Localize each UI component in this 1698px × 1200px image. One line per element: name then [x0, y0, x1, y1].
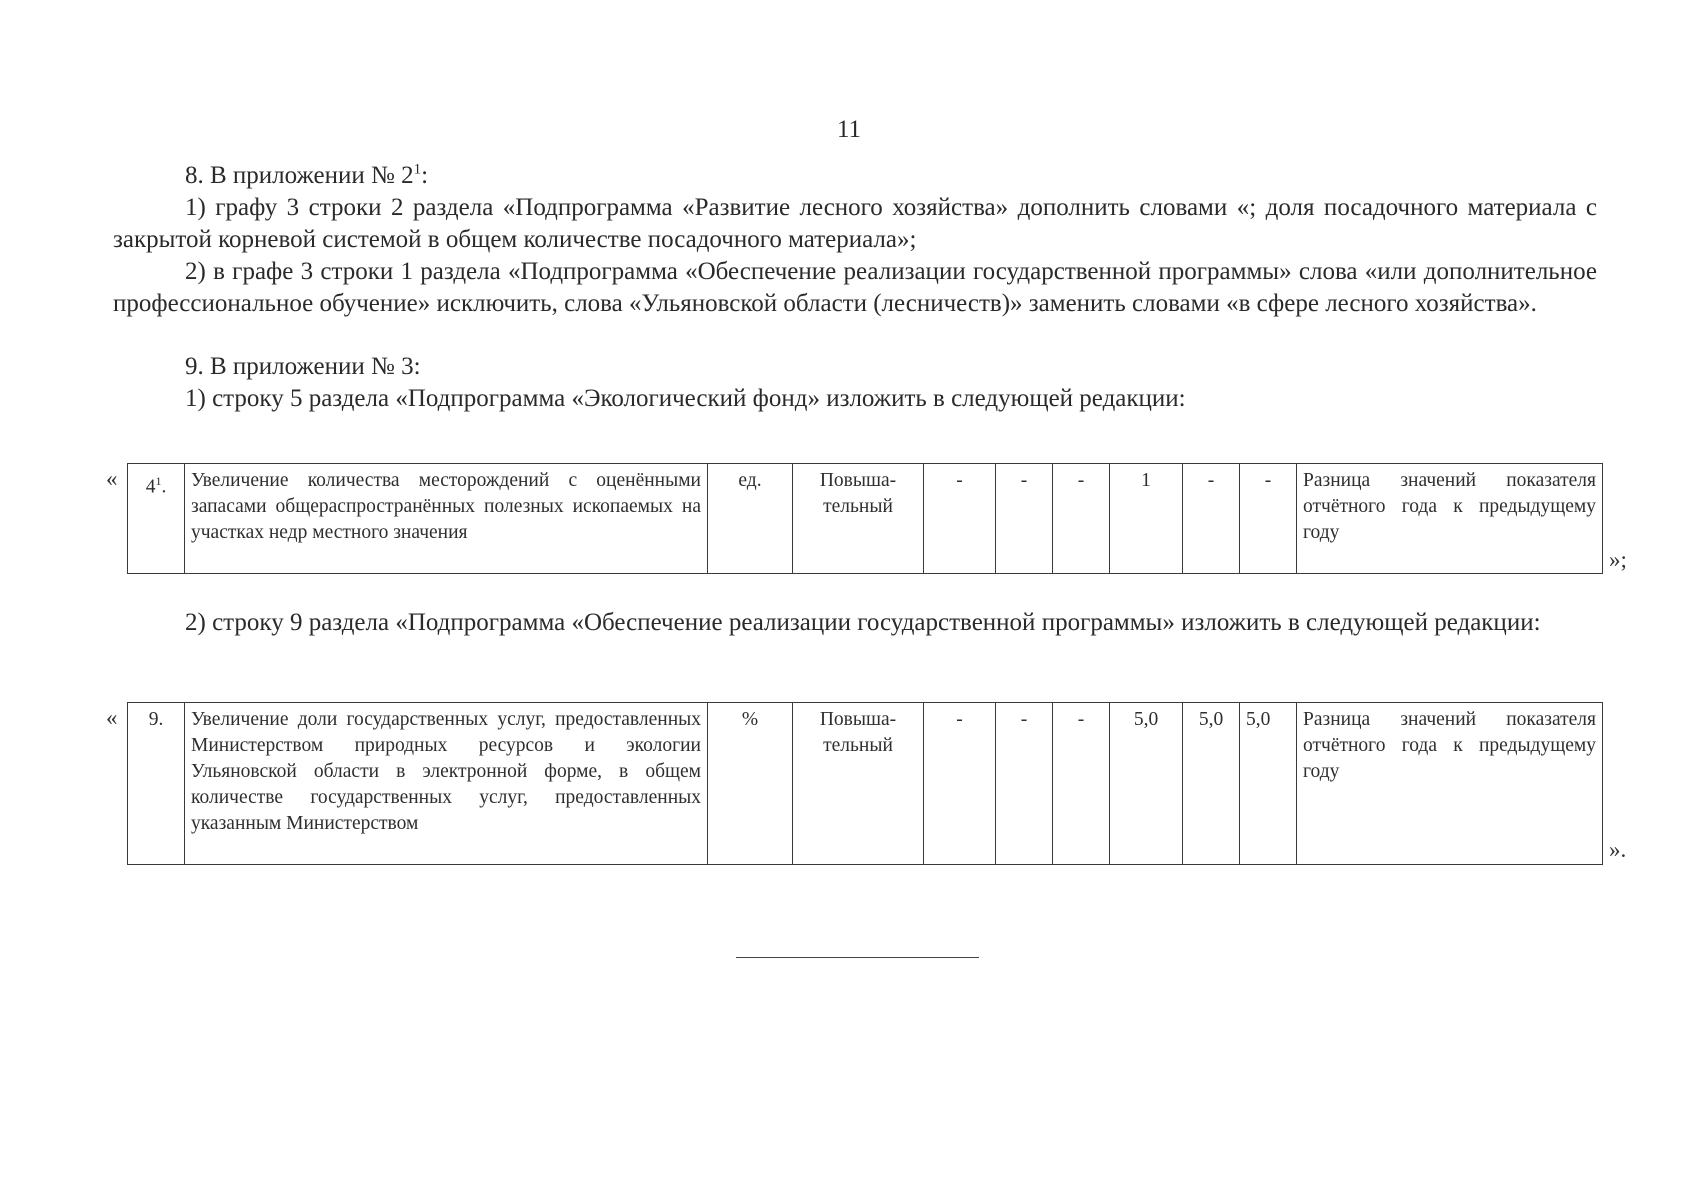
table1-row-number: $4^1$. [128, 464, 185, 574]
end-separator-line [736, 957, 979, 958]
table1-value-5: - [1183, 464, 1240, 574]
table2-indicator-type: Повыша-тельный [793, 703, 924, 865]
table1-value-2: - [996, 464, 1053, 574]
table2-value-6: 5,0 [1240, 703, 1297, 865]
table2-indicator-name: Увеличение доли государственных услуг, предоставленных Министерством природных ресурсов и экологии Ульяновской области в электронной форме, в общем количестве государственных услуг, предоставленных указанным Министерством [185, 703, 708, 865]
table1-close-quote: »; [1609, 547, 1627, 572]
page-number: 11 [836, 116, 862, 143]
item-9-1-text: 1) строку 5 раздела «Подпрограмма «Экологический фонд» изложить в следующей редакции: [185, 385, 1186, 412]
table2-value-2: - [996, 703, 1053, 865]
table2-unit: % [708, 703, 793, 865]
table1 [127, 463, 1603, 574]
table2-row-number: 9. [128, 703, 185, 865]
table2-value-3: - [1053, 703, 1110, 865]
table2-open-quote: « [106, 705, 118, 730]
table2-value-4: 5,0 [1110, 703, 1183, 865]
item-8-superscript: 1 [413, 161, 422, 178]
item-8-heading [113, 160, 1597, 192]
table1-value-6: - [1240, 464, 1297, 574]
table1-open-quote: « [106, 466, 118, 491]
item-9-2-text: 2) строку 9 раздела «Подпрограмма «Обеспечение реализации государственной программы» изложить в следующей редакции: [185, 609, 1541, 636]
item-8-tail: : [421, 162, 429, 189]
table1-indicator-name: Увеличение количества месторождений с оценёнными запасами общераспространённых полезных ископаемых на участках недр местного значения [185, 464, 708, 574]
table2-value-5: 5,0 [1183, 703, 1240, 865]
table1-value-4: 1 [1110, 464, 1183, 574]
item-8-2-text: 2) в графе 3 строки 1 раздела «Подпрограмма «Обеспечение реализации государственной программы» слова «или дополнительное профессиональное обучение» исключить, слова «Ульяновской области (лесничеств)» заменить словами «в сфере лесного хозяйства». [113, 258, 1597, 317]
item-9-heading: 9. В приложении № 3: [185, 353, 421, 380]
table1-row-number-superscript: 1 [155, 474, 162, 488]
item-8-1-text: 1) графу 3 строки 2 раздела «Подпрограмма «Развитие лесного хозяйства» дополнить словами «; доля посадочного материала с закрытой корневой системой в общем количестве посадочного материала»; [113, 194, 1597, 253]
table2-note: Разница значений показателя отчётного года к предыдущему году [1297, 703, 1603, 865]
table1-value-3: - [1053, 464, 1110, 574]
table1-value-1: - [924, 464, 996, 574]
table2 [127, 702, 1603, 865]
table1-note: Разница значений показателя отчётного года к предыдущему году [1297, 464, 1603, 574]
table1-row [128, 464, 1603, 574]
table2-row [128, 703, 1603, 865]
table2-value-1: - [924, 703, 996, 865]
table1-unit: ед. [708, 464, 793, 574]
table2-close-quote: ». [1609, 837, 1627, 862]
item-8-text: 8. В приложении № 2 [185, 162, 414, 189]
table1-indicator-type: Повыша-тельный [793, 464, 924, 574]
